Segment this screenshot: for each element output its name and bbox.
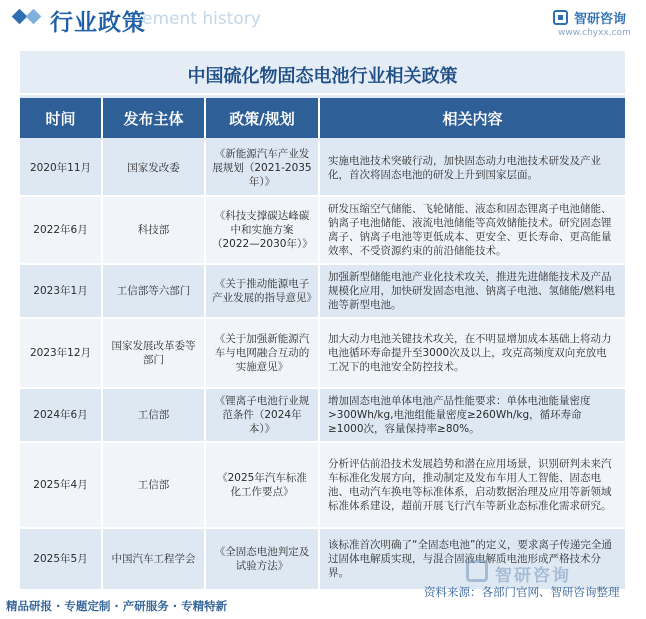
cell-policy: 《全固态电池判定及试验方法》	[206, 529, 320, 589]
diamond-icon-light	[26, 9, 42, 25]
cell-date: 2024年6月	[20, 389, 103, 441]
table-row	[20, 389, 625, 441]
logo-name[interactable]: 智研咨询	[574, 12, 627, 27]
header-bar	[0, 0, 646, 40]
cell-content: 研发压缩空气储能、飞轮储能、液态和固态锂离子电池储能、钠离子电池储能、液流电池储能等高效储能技术。研究固态锂离子、钠离子电池等更低成本、更安全、更长寿命、更高能量效率、不受资源约束的前沿储能技术。	[320, 197, 625, 263]
cell-org: 国家发展改革委等部门	[103, 319, 206, 387]
cell-date: 2025年5月	[20, 529, 103, 589]
logo-url[interactable]: www.chyxx.com	[558, 28, 631, 38]
cell-date: 2025年4月	[20, 443, 103, 527]
table-row	[20, 197, 625, 263]
watermark-logo-text: 智研咨询	[495, 566, 571, 586]
cell-org: 工信部等六部门	[103, 265, 206, 317]
column-header-content: 相关内容	[320, 98, 625, 138]
cell-org: 中国汽车工程学会	[103, 529, 206, 589]
cell-org: 工信部	[103, 443, 206, 527]
cell-policy: 《2025年汽车标准化工作要点》	[206, 443, 320, 527]
cell-date: 2020年11月	[20, 140, 103, 195]
column-header-date: 时间	[20, 98, 103, 138]
cell-content: 加大动力电池关键技术攻关，在不明显增加成本基础上将动力电池循环寿命提升至3000次及以上，攻克高频度双向充放电工况下的电池安全防控技术。	[320, 319, 625, 387]
section-title: 行业政策	[50, 10, 146, 36]
cell-org: 工信部	[103, 389, 206, 441]
watermark-logo-icon	[466, 560, 488, 582]
cell-date: 2023年1月	[20, 265, 103, 317]
table-row	[20, 443, 625, 527]
cell-policy: 《锂离子电池行业规范条件（2024年本）》	[206, 389, 320, 441]
cell-content: 增加固态电池单体电池产品性能要求：单体电池能量密度>300Wh/kg,电池组能量密度≥260Wh/kg，循环寿命≥1000次，容量保持率≥80%。	[320, 389, 625, 441]
table-row	[20, 140, 625, 195]
cell-policy: 《科技支撑碳达峰碳中和实施方案（2022—2030年）》	[206, 197, 320, 263]
logo-icon	[553, 10, 568, 25]
cell-policy: 《关于加强新能源汽车与电网融合互动的实施意见》	[206, 319, 320, 387]
footer-tagline: 精品研报 · 专题定制 · 产研服务 · 专精特新	[6, 599, 228, 613]
cell-date: 2023年12月	[20, 319, 103, 387]
source-note: 资料来源：各部门官网、智研咨询整理	[424, 585, 620, 599]
cell-date: 2022年6月	[20, 197, 103, 263]
column-header-policy: 政策/规划	[206, 98, 320, 138]
table-title-bar	[20, 51, 625, 95]
table-title: 中国硫化物固态电池行业相关政策	[187, 66, 458, 87]
cell-policy: 《关于推动能源电子产业发展的指导意见》	[206, 265, 320, 317]
cell-org: 科技部	[103, 197, 206, 263]
table-row	[20, 265, 625, 317]
table-header	[20, 98, 625, 138]
header-watermark: ement history	[142, 9, 261, 29]
cell-org: 国家发改委	[103, 140, 206, 195]
cell-content: 实施电池技术突破行动，加快固态动力电池技术研发及产业化，首次将固态电池的研发上升到国家层面。	[320, 140, 625, 195]
cell-content: 该标准首次明确了“全固态电池”的定义，要求离子传递完全通过固体电解质实现，与混合固液电解质电池形成严格技术分界。	[320, 529, 625, 589]
table-row	[20, 319, 625, 387]
cell-content: 加强新型储能电池产业化技术攻关，推进先进储能技术及产品规模化应用，加快研发固态电池、钠离子电池、氢储能/燃料电池等新型电池。	[320, 265, 625, 317]
column-header-org: 发布主体	[103, 98, 206, 138]
cell-policy: 《新能源汽车产业发展规划（2021-2035年）》	[206, 140, 320, 195]
cell-content: 分析评估前沿技术发展趋势和潜在应用场景，识别研判未来汽车标准化发展方向，推动制定及发布车用人工智能、固态电池、电动汽车换电等标准体系，启动数据治理及应用等新领域标准体系建设，超前开展飞行汽车等新业态标准化需求研究。	[320, 443, 625, 527]
